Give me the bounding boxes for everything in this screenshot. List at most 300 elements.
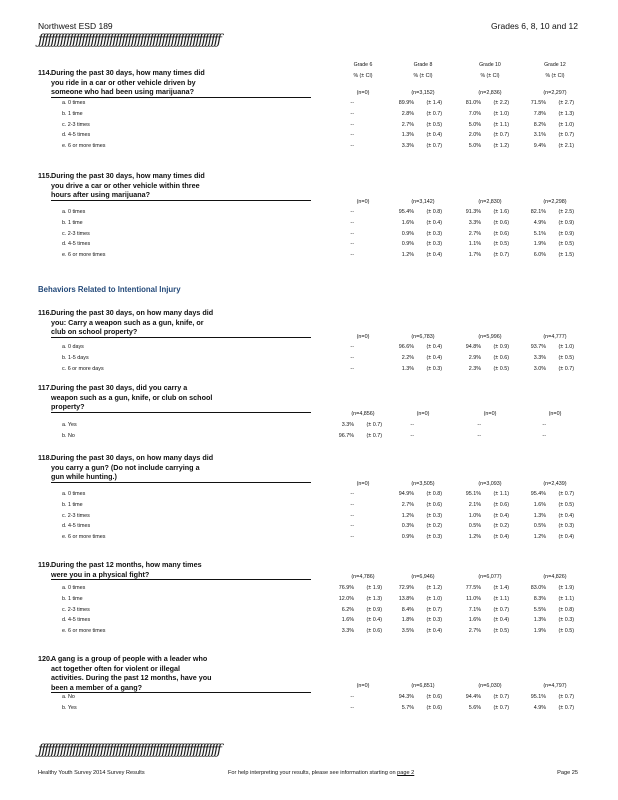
percent-value: 95.1% bbox=[465, 491, 481, 497]
confidence-interval: (± 0.6) bbox=[426, 501, 442, 508]
response-cell bbox=[390, 241, 442, 247]
percent-value: 2.0% bbox=[468, 132, 481, 139]
sample-size: (n=2,298) bbox=[543, 199, 567, 205]
question-text-line: weapon such as a gun, knife, or club on school bbox=[51, 392, 213, 402]
response-label: b. Yes bbox=[62, 704, 77, 711]
response-cell bbox=[330, 534, 382, 540]
question-text bbox=[51, 308, 311, 338]
confidence-interval: (± 0.6) bbox=[366, 628, 382, 635]
confidence-interval: (± 0.7) bbox=[493, 694, 509, 700]
question-text-line: During the past 30 days, how many times did bbox=[51, 68, 205, 77]
response-row bbox=[38, 120, 598, 131]
question-number: 117. bbox=[38, 383, 52, 392]
top-rule: ƒƒƒƒƒƒƒƒƒƒƒƒƒƒƒƒƒƒƒƒƒƒƒƒƒƒƒƒƒƒƒƒƒƒƒƒƒƒƒƒƒƒƒƒƒƒƒƒƒƒƒƒƒƒƒƒƒƒƒ bbox=[38, 32, 220, 48]
response-cell bbox=[330, 523, 382, 529]
confidence-interval: (± 0.5) bbox=[558, 354, 574, 361]
response-cell bbox=[522, 513, 574, 519]
response-cell bbox=[330, 209, 382, 215]
question-text-line: activities. During the past 12 months, have you bbox=[51, 673, 212, 683]
response-table bbox=[38, 342, 598, 374]
confidence-interval: (± 0.7) bbox=[558, 365, 574, 372]
response-cell bbox=[522, 355, 574, 361]
confidence-interval: (± 0.4) bbox=[493, 512, 509, 519]
question-text-line: you ride in a car or other vehicle driven by bbox=[51, 77, 196, 87]
response-cell bbox=[390, 344, 442, 350]
confidence-interval: (± 0.8) bbox=[558, 606, 574, 613]
percent-value: 0.5% bbox=[468, 523, 481, 530]
response-row bbox=[38, 420, 598, 431]
percent-value: 0.3% bbox=[401, 523, 414, 530]
percent-value: 3.1% bbox=[533, 132, 546, 139]
percent-value: 2.7% bbox=[468, 230, 481, 237]
response-table bbox=[38, 420, 598, 442]
percent-value: 5.1% bbox=[533, 230, 546, 237]
question-text-line: been a member of a gang? bbox=[51, 683, 311, 694]
response-cell bbox=[390, 231, 442, 237]
confidence-interval: (± 0.7) bbox=[426, 110, 442, 117]
response-label: d. 4-5 times bbox=[62, 241, 91, 248]
question-114 bbox=[38, 62, 598, 150]
confidence-interval: (± 0.6) bbox=[493, 219, 509, 226]
question-text-line: you: Carry a weapon such as a gun, knife, or bbox=[51, 317, 204, 327]
question-title bbox=[38, 453, 598, 483]
response-cell bbox=[330, 111, 382, 117]
response-table bbox=[38, 692, 598, 714]
percent-value: 1.7% bbox=[468, 252, 481, 259]
response-cell bbox=[390, 220, 442, 226]
sample-size: (n=2,830) bbox=[478, 199, 502, 205]
percent-value: 94.3% bbox=[398, 694, 414, 700]
percent-value: -- bbox=[350, 501, 354, 508]
confidence-interval: (± 0.4) bbox=[426, 132, 442, 139]
response-cell bbox=[522, 122, 574, 128]
percent-value: -- bbox=[410, 432, 414, 439]
question-text bbox=[51, 383, 311, 413]
response-cell bbox=[522, 705, 574, 711]
percent-value: 2.7% bbox=[401, 501, 414, 508]
response-cell bbox=[330, 220, 382, 226]
response-cell bbox=[457, 231, 509, 237]
confidence-interval: (± 2.5) bbox=[558, 209, 574, 215]
confidence-interval: (± 0.7) bbox=[426, 606, 442, 613]
response-row bbox=[38, 431, 598, 442]
question-number: 116. bbox=[38, 308, 52, 317]
footer-middle bbox=[228, 770, 414, 776]
response-cell bbox=[457, 422, 509, 428]
response-row bbox=[38, 141, 598, 152]
response-cell bbox=[522, 628, 574, 634]
response-cell bbox=[457, 617, 509, 623]
percent-value: 71.5% bbox=[530, 100, 546, 106]
response-cell bbox=[522, 143, 574, 149]
confidence-interval: (± 0.7) bbox=[558, 704, 574, 711]
confidence-interval: (± 0.4) bbox=[426, 344, 442, 350]
response-label: a. 0 times bbox=[62, 585, 86, 591]
response-row bbox=[38, 109, 598, 120]
confidence-interval: (± 1.1) bbox=[558, 595, 574, 602]
percent-value: -- bbox=[350, 534, 354, 541]
percent-value: 1.6% bbox=[341, 617, 354, 624]
response-cell bbox=[330, 422, 382, 428]
percent-value: 4.9% bbox=[533, 704, 546, 711]
question-115 bbox=[38, 171, 598, 259]
response-cell bbox=[457, 241, 509, 247]
percent-value: 13.8% bbox=[398, 595, 414, 602]
question-text-line: During the past 30 days, on how many days did bbox=[51, 453, 214, 462]
confidence-interval: (± 0.3) bbox=[426, 512, 442, 519]
question-number: 114. bbox=[38, 68, 52, 77]
percent-value: 3.3% bbox=[401, 143, 414, 150]
response-label: b. 1 time bbox=[62, 219, 83, 226]
response-cell bbox=[390, 502, 442, 508]
confidence-interval: (± 0.4) bbox=[493, 617, 509, 624]
response-cell bbox=[390, 617, 442, 623]
percent-value: 7.1% bbox=[468, 606, 481, 613]
response-cell bbox=[390, 143, 442, 149]
response-row bbox=[38, 229, 598, 240]
response-row bbox=[38, 207, 598, 218]
response-label: b. 1 time bbox=[62, 501, 83, 508]
confidence-interval: (± 0.9) bbox=[493, 344, 509, 350]
response-row bbox=[38, 218, 598, 229]
question-number: 118. bbox=[38, 453, 52, 462]
question-117 bbox=[38, 383, 598, 439]
confidence-interval: (± 0.3) bbox=[558, 523, 574, 530]
sample-size: (n=3,142) bbox=[411, 199, 435, 205]
confidence-interval: (± 0.5) bbox=[558, 241, 574, 248]
percent-value: 0.5% bbox=[533, 523, 546, 530]
response-cell bbox=[390, 111, 442, 117]
percent-value: 7.8% bbox=[533, 110, 546, 117]
sample-size: (n=2,297) bbox=[543, 90, 567, 96]
sample-size: (n=3,093) bbox=[478, 481, 502, 487]
confidence-interval: (± 0.6) bbox=[426, 694, 442, 700]
percent-value: 6.2% bbox=[341, 606, 354, 613]
response-cell bbox=[522, 491, 574, 497]
response-cell bbox=[390, 491, 442, 497]
confidence-interval: (± 1.4) bbox=[426, 100, 442, 106]
percent-value: -- bbox=[350, 694, 354, 700]
sample-size: (n=4,786) bbox=[351, 574, 375, 580]
response-row bbox=[38, 239, 598, 250]
confidence-interval: (± 2.1) bbox=[558, 143, 574, 150]
response-label: a. Yes bbox=[62, 422, 77, 428]
percent-value: 8.4% bbox=[401, 606, 414, 613]
question-title bbox=[38, 383, 598, 413]
percent-value: 0.9% bbox=[401, 230, 414, 237]
confidence-interval: (± 0.6) bbox=[493, 230, 509, 237]
confidence-interval: (± 1.1) bbox=[493, 121, 509, 128]
response-row bbox=[38, 500, 598, 511]
question-text-line: A gang is a group of people with a leader who bbox=[51, 654, 208, 663]
confidence-interval: (± 0.5) bbox=[558, 501, 574, 508]
response-cell bbox=[522, 209, 574, 215]
confidence-interval: (± 0.4) bbox=[558, 512, 574, 519]
percent-value: 8.3% bbox=[533, 595, 546, 602]
response-row bbox=[38, 364, 598, 375]
response-label: e. 6 or more times bbox=[62, 628, 106, 635]
percent-value: 96.6% bbox=[398, 344, 414, 350]
footer-help-text: For help interpreting your results, please see information starting on bbox=[228, 770, 396, 776]
percent-value: 1.2% bbox=[401, 512, 414, 519]
sample-size: (n=6,946) bbox=[411, 574, 435, 580]
sample-size: (n=0) bbox=[356, 334, 370, 340]
percent-value: 6.0% bbox=[533, 252, 546, 259]
sample-size: (n=0) bbox=[356, 481, 370, 487]
question-number: 120. bbox=[38, 654, 52, 663]
response-cell bbox=[330, 628, 382, 634]
response-cell bbox=[522, 534, 574, 540]
percent-value: 5.0% bbox=[468, 121, 481, 128]
response-cell bbox=[330, 355, 382, 361]
confidence-interval: (± 0.7) bbox=[493, 252, 509, 259]
grade-label: Grade 12 bbox=[544, 62, 566, 68]
confidence-interval: (± 1.1) bbox=[493, 595, 509, 602]
response-cell bbox=[522, 596, 574, 602]
response-label: d. 4-5 times bbox=[62, 617, 91, 624]
response-cell bbox=[330, 585, 382, 591]
percent-value: 4.9% bbox=[533, 219, 546, 226]
percent-value: 1.2% bbox=[468, 534, 481, 541]
confidence-interval: (± 0.6) bbox=[426, 704, 442, 711]
response-cell bbox=[522, 523, 574, 529]
percent-value: 1.2% bbox=[401, 252, 414, 259]
response-row bbox=[38, 594, 598, 605]
confidence-interval: (± 0.4) bbox=[426, 628, 442, 635]
question-text-line: act together often for violent or illegal bbox=[51, 663, 180, 673]
response-cell bbox=[457, 607, 509, 613]
response-cell bbox=[330, 705, 382, 711]
response-label: e. 6 or more times bbox=[62, 143, 106, 150]
header-district: Northwest ESD 189 bbox=[38, 21, 113, 31]
percent-value: 2.1% bbox=[468, 501, 481, 508]
percent-value: 1.8% bbox=[401, 617, 414, 624]
confidence-interval: (± 0.6) bbox=[493, 501, 509, 508]
response-row bbox=[38, 250, 598, 261]
sample-size: (n=3,505) bbox=[411, 481, 435, 487]
response-cell bbox=[330, 694, 382, 700]
response-cell bbox=[457, 433, 509, 439]
percent-value: -- bbox=[350, 132, 354, 139]
question-119 bbox=[38, 560, 598, 635]
sample-size: (n=0) bbox=[548, 411, 562, 417]
confidence-interval: (± 0.5) bbox=[493, 628, 509, 635]
response-cell bbox=[390, 705, 442, 711]
percent-value: 3.3% bbox=[468, 219, 481, 226]
percent-value: -- bbox=[350, 704, 354, 711]
confidence-interval: (± 1.2) bbox=[426, 585, 442, 591]
response-cell bbox=[457, 100, 509, 106]
response-cell bbox=[457, 628, 509, 634]
grade-label: Grade 10 bbox=[479, 62, 501, 68]
response-label: c. 2-3 times bbox=[62, 230, 90, 237]
confidence-interval: (± 1.3) bbox=[558, 110, 574, 117]
response-row bbox=[38, 98, 598, 109]
response-cell bbox=[457, 209, 509, 215]
percent-value: 5.7% bbox=[401, 704, 414, 711]
percent-value: 3.3% bbox=[533, 354, 546, 361]
response-cell bbox=[330, 132, 382, 138]
percent-value: 3.3% bbox=[341, 422, 354, 428]
response-cell bbox=[457, 694, 509, 700]
confidence-interval: (± 0.7) bbox=[558, 694, 574, 700]
response-label: c. 2-3 times bbox=[62, 606, 90, 613]
response-cell bbox=[390, 252, 442, 258]
percent-value: 82.1% bbox=[530, 209, 546, 215]
percent-value: -- bbox=[350, 241, 354, 248]
question-text-line: During the past 30 days, how many times did bbox=[51, 171, 205, 180]
sample-size: (n=0) bbox=[356, 199, 370, 205]
response-cell bbox=[330, 344, 382, 350]
confidence-interval: (± 0.9) bbox=[558, 219, 574, 226]
response-label: c. 2-3 times bbox=[62, 121, 90, 128]
response-cell bbox=[330, 596, 382, 602]
percent-value: 72.9% bbox=[398, 585, 414, 591]
confidence-interval: (± 0.4) bbox=[426, 252, 442, 259]
sample-size: (n=0) bbox=[416, 411, 430, 417]
response-cell bbox=[390, 422, 442, 428]
confidence-interval: (± 1.9) bbox=[366, 585, 382, 591]
response-cell bbox=[457, 523, 509, 529]
question-text-line: you drive a car or other vehicle within three bbox=[51, 180, 200, 190]
percent-value: 76.9% bbox=[338, 585, 354, 591]
percent-value: -- bbox=[350, 344, 354, 350]
response-cell bbox=[457, 344, 509, 350]
confidence-interval: (± 0.4) bbox=[366, 617, 382, 624]
question-text-line: you carry a gun? (Do not include carrying a bbox=[51, 462, 200, 472]
percent-value: -- bbox=[350, 143, 354, 150]
response-cell bbox=[457, 534, 509, 540]
response-cell bbox=[390, 100, 442, 106]
question-text-line: club on school property? bbox=[51, 327, 311, 338]
percent-value: 1.3% bbox=[401, 365, 414, 372]
question-text bbox=[51, 171, 311, 201]
percent-value: 7.0% bbox=[468, 110, 481, 117]
confidence-interval: (± 0.7) bbox=[558, 132, 574, 139]
sample-size: (n=6,077) bbox=[478, 574, 502, 580]
response-table bbox=[38, 583, 598, 637]
percent-value: 12.0% bbox=[338, 595, 354, 602]
response-cell bbox=[457, 366, 509, 372]
response-cell bbox=[457, 355, 509, 361]
footer-page-number: Page 25 bbox=[557, 770, 578, 776]
footer-page-link[interactable]: page 2 bbox=[397, 770, 415, 776]
question-text-line: property? bbox=[51, 402, 311, 413]
response-cell bbox=[390, 585, 442, 591]
question-text-line: gun while hunting.) bbox=[51, 472, 311, 483]
response-cell bbox=[330, 366, 382, 372]
question-116 bbox=[38, 308, 598, 372]
response-row bbox=[38, 583, 598, 594]
confidence-interval: (± 2.7) bbox=[558, 100, 574, 106]
percent-value: 77.5% bbox=[465, 585, 481, 591]
response-cell bbox=[390, 209, 442, 215]
percent-value: -- bbox=[350, 512, 354, 519]
response-table bbox=[38, 489, 598, 543]
percent-value: 0.9% bbox=[401, 534, 414, 541]
response-cell bbox=[390, 607, 442, 613]
response-cell bbox=[522, 231, 574, 237]
response-cell bbox=[390, 513, 442, 519]
confidence-interval: (± 0.4) bbox=[426, 219, 442, 226]
response-cell bbox=[457, 122, 509, 128]
confidence-interval: (± 0.4) bbox=[426, 354, 442, 361]
response-cell bbox=[330, 502, 382, 508]
sample-size: (n=4,797) bbox=[543, 683, 567, 689]
percent-value: -- bbox=[477, 422, 481, 428]
response-label: e. 6 or more times bbox=[62, 252, 106, 259]
response-row bbox=[38, 511, 598, 522]
percent-value: 89.9% bbox=[398, 100, 414, 106]
percent-value: -- bbox=[350, 209, 354, 215]
percent-value: -- bbox=[350, 110, 354, 117]
confidence-interval: (± 1.1) bbox=[493, 491, 509, 497]
response-cell bbox=[457, 143, 509, 149]
percent-value: 9.4% bbox=[533, 143, 546, 150]
confidence-interval: (± 0.3) bbox=[426, 230, 442, 237]
response-cell bbox=[390, 596, 442, 602]
confidence-interval: (± 0.7) bbox=[558, 491, 574, 497]
response-row bbox=[38, 130, 598, 141]
confidence-interval: (± 0.8) bbox=[426, 209, 442, 215]
response-cell bbox=[457, 491, 509, 497]
percent-value: 5.6% bbox=[468, 704, 481, 711]
response-label: c. 2-3 times bbox=[62, 512, 90, 519]
response-label: a. 0 times bbox=[62, 209, 86, 215]
ci-label: % (± CI) bbox=[480, 73, 500, 79]
response-cell bbox=[522, 607, 574, 613]
sample-size: (n=6,783) bbox=[411, 334, 435, 340]
confidence-interval: (± 1.0) bbox=[558, 121, 574, 128]
percent-value: 8.2% bbox=[533, 121, 546, 128]
percent-value: 94.4% bbox=[465, 694, 481, 700]
percent-value: 94.9% bbox=[398, 491, 414, 497]
response-cell bbox=[457, 513, 509, 519]
response-label: a. 0 times bbox=[62, 491, 86, 497]
response-row bbox=[38, 532, 598, 543]
response-cell bbox=[522, 241, 574, 247]
response-cell bbox=[330, 100, 382, 106]
response-cell bbox=[522, 422, 574, 428]
response-cell bbox=[330, 241, 382, 247]
percent-value: 93.7% bbox=[530, 344, 546, 350]
response-label: b. 1-5 days bbox=[62, 354, 89, 361]
confidence-interval: (± 0.6) bbox=[493, 354, 509, 361]
percent-value: -- bbox=[350, 523, 354, 530]
response-cell bbox=[457, 252, 509, 258]
grade-header bbox=[510, 62, 600, 79]
sample-size: (n=4,856) bbox=[351, 411, 375, 417]
percent-value: 3.5% bbox=[401, 628, 414, 635]
confidence-interval: (± 1.9) bbox=[558, 585, 574, 591]
response-cell bbox=[522, 694, 574, 700]
response-label: b. 1 time bbox=[62, 595, 83, 602]
percent-value: 2.7% bbox=[401, 121, 414, 128]
question-title bbox=[38, 171, 598, 201]
response-row bbox=[38, 703, 598, 714]
response-label: e. 6 or more times bbox=[62, 534, 106, 541]
percent-value: 1.9% bbox=[533, 628, 546, 635]
confidence-interval: (± 1.5) bbox=[558, 252, 574, 259]
percent-value: 2.7% bbox=[468, 628, 481, 635]
percent-value: 1.6% bbox=[401, 219, 414, 226]
confidence-interval: (± 2.2) bbox=[493, 100, 509, 106]
percent-value: 2.2% bbox=[401, 354, 414, 361]
question-text-line: someone who had been using marijuana? bbox=[51, 87, 311, 98]
response-row bbox=[38, 692, 598, 703]
question-118 bbox=[38, 453, 598, 541]
sample-size: (n=6,030) bbox=[478, 683, 502, 689]
